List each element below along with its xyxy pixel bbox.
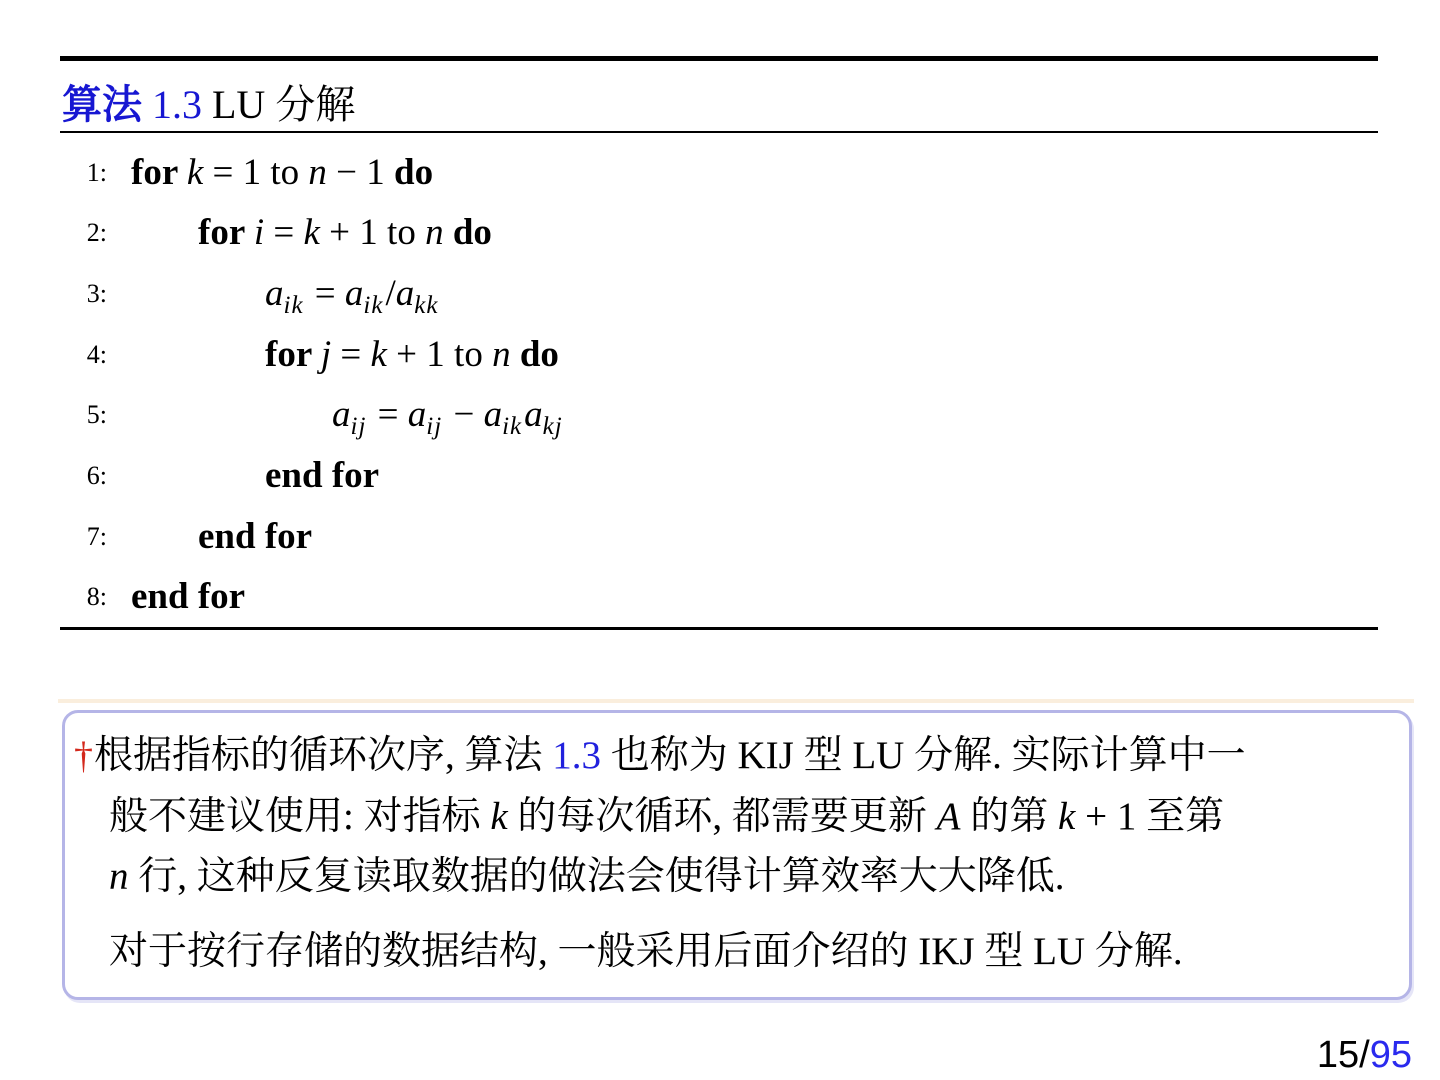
text-segment: kk bbox=[414, 291, 439, 319]
algorithm-statement bbox=[131, 142, 433, 203]
text-segment: n bbox=[492, 333, 511, 375]
note-line bbox=[65, 787, 1409, 848]
text-segment: / bbox=[385, 272, 396, 314]
algorithm-line-1 bbox=[0, 142, 1440, 203]
text-segment: + 1 to bbox=[386, 333, 493, 375]
algorithm-line-6 bbox=[0, 445, 1440, 506]
text-segment: a bbox=[332, 394, 351, 436]
note-box-glow bbox=[58, 699, 1414, 703]
text-segment bbox=[511, 334, 520, 375]
algorithm-line-7 bbox=[0, 506, 1440, 567]
text-segment: 的每次循环, 都需要更新 bbox=[507, 794, 937, 838]
note-line bbox=[65, 847, 1409, 908]
algorithm-title bbox=[62, 82, 355, 128]
text-segment: − bbox=[444, 394, 484, 436]
algorithm-reference-link[interactable]: 1.3 bbox=[552, 734, 602, 777]
text-segment: end for bbox=[131, 576, 246, 618]
algorithm-top-rule bbox=[60, 56, 1378, 61]
line-number: 2: bbox=[86, 218, 107, 248]
text-segment: ij bbox=[426, 413, 443, 441]
line-number: 5: bbox=[86, 400, 107, 430]
note-paragraph-2 bbox=[65, 922, 1409, 983]
text-segment: = bbox=[368, 394, 408, 436]
algorithm-title-number: 1.3 bbox=[142, 82, 202, 127]
algorithm-statement bbox=[265, 324, 559, 385]
text-segment: end for bbox=[265, 455, 380, 496]
algorithm-statement bbox=[198, 506, 312, 567]
text-segment: k bbox=[303, 212, 320, 254]
algorithm-line-2 bbox=[0, 202, 1440, 263]
line-number: 7: bbox=[86, 521, 107, 551]
algorithm-bottom-rule bbox=[60, 627, 1378, 630]
text-segment: n bbox=[109, 855, 129, 898]
text-segment: a bbox=[265, 272, 284, 314]
text-segment: for bbox=[265, 333, 321, 375]
algorithm-title-name: LU 分解 bbox=[202, 82, 356, 127]
line-number: 1: bbox=[86, 157, 107, 187]
algorithm-statement bbox=[131, 566, 245, 627]
algorithm-title-keyword: 算法 bbox=[62, 82, 142, 127]
text-segment: = bbox=[305, 272, 345, 314]
text-segment: − 1 bbox=[326, 151, 395, 193]
text-segment: i bbox=[253, 212, 265, 254]
line-number: 3: bbox=[86, 278, 107, 308]
note-text bbox=[65, 726, 1409, 982]
text-segment: 根据指标的循环次序, 算法 bbox=[94, 734, 553, 777]
text-segment: k bbox=[370, 333, 387, 375]
note-line bbox=[65, 922, 1409, 983]
algorithm-statement bbox=[265, 445, 379, 506]
algorithm-line-3 bbox=[0, 263, 1440, 324]
algorithm-line-8 bbox=[0, 566, 1440, 627]
text-segment: k bbox=[490, 794, 508, 838]
text-segment: + 1 至第 bbox=[1075, 794, 1225, 838]
text-segment: = bbox=[331, 333, 371, 375]
text-segment: a bbox=[524, 394, 543, 436]
text-segment: a bbox=[395, 272, 415, 314]
line-number: 8: bbox=[86, 582, 107, 612]
text-segment: for bbox=[198, 212, 254, 254]
text-segment: n bbox=[308, 151, 327, 193]
page-current: 15 bbox=[1316, 1034, 1360, 1076]
text-segment: do bbox=[394, 151, 434, 193]
algorithm-line-5 bbox=[0, 384, 1440, 445]
text-segment: ik bbox=[283, 291, 304, 319]
text-segment: 行, 这种反复读取数据的做法会使得计算效率大大降低. bbox=[128, 855, 1065, 898]
text-segment: 般不建议使用: 对指标 bbox=[109, 794, 491, 838]
note-line bbox=[50, 726, 1409, 787]
text-segment: 对于按行存储的数据结构, 一般采用后面介绍的 IKJ 型 LU 分解. bbox=[109, 929, 1183, 973]
text-segment: + 1 to bbox=[319, 212, 426, 254]
text-segment: do bbox=[452, 212, 492, 254]
text-segment: 的第 bbox=[960, 794, 1059, 838]
text-segment: kj bbox=[542, 413, 563, 441]
note-paragraph-1 bbox=[65, 726, 1409, 908]
line-number: 4: bbox=[86, 339, 107, 369]
text-segment: A bbox=[936, 794, 961, 838]
text-segment: a bbox=[407, 394, 427, 436]
text-segment: do bbox=[519, 333, 559, 375]
text-segment: end for bbox=[198, 515, 313, 557]
text-segment: = 1 to bbox=[203, 151, 309, 193]
dagger-icon: † bbox=[74, 735, 93, 777]
page-total: 95 bbox=[1369, 1034, 1412, 1076]
text-segment: 也称为 KIJ 型 LU 分解. 实际计算中一 bbox=[601, 734, 1246, 777]
text-segment: j bbox=[320, 333, 332, 375]
page-separator: / bbox=[1359, 1034, 1370, 1076]
text-segment bbox=[444, 212, 453, 253]
text-segment: a bbox=[483, 394, 503, 436]
text-segment: ij bbox=[350, 413, 367, 441]
line-number: 6: bbox=[86, 461, 107, 490]
text-segment: ik bbox=[363, 291, 384, 319]
algorithm-line-4 bbox=[0, 324, 1440, 385]
page-indicator bbox=[1317, 1035, 1412, 1075]
text-segment: for bbox=[131, 151, 187, 193]
text-segment: k bbox=[1058, 794, 1076, 838]
algorithm-statement bbox=[198, 202, 492, 263]
text-segment: a bbox=[344, 272, 364, 314]
text-segment: n bbox=[425, 212, 444, 254]
text-segment: = bbox=[264, 212, 304, 254]
algorithm-title-rule bbox=[60, 131, 1378, 133]
text-segment: k bbox=[186, 151, 204, 193]
note-box bbox=[62, 710, 1412, 1000]
text-segment: ik bbox=[502, 413, 523, 441]
